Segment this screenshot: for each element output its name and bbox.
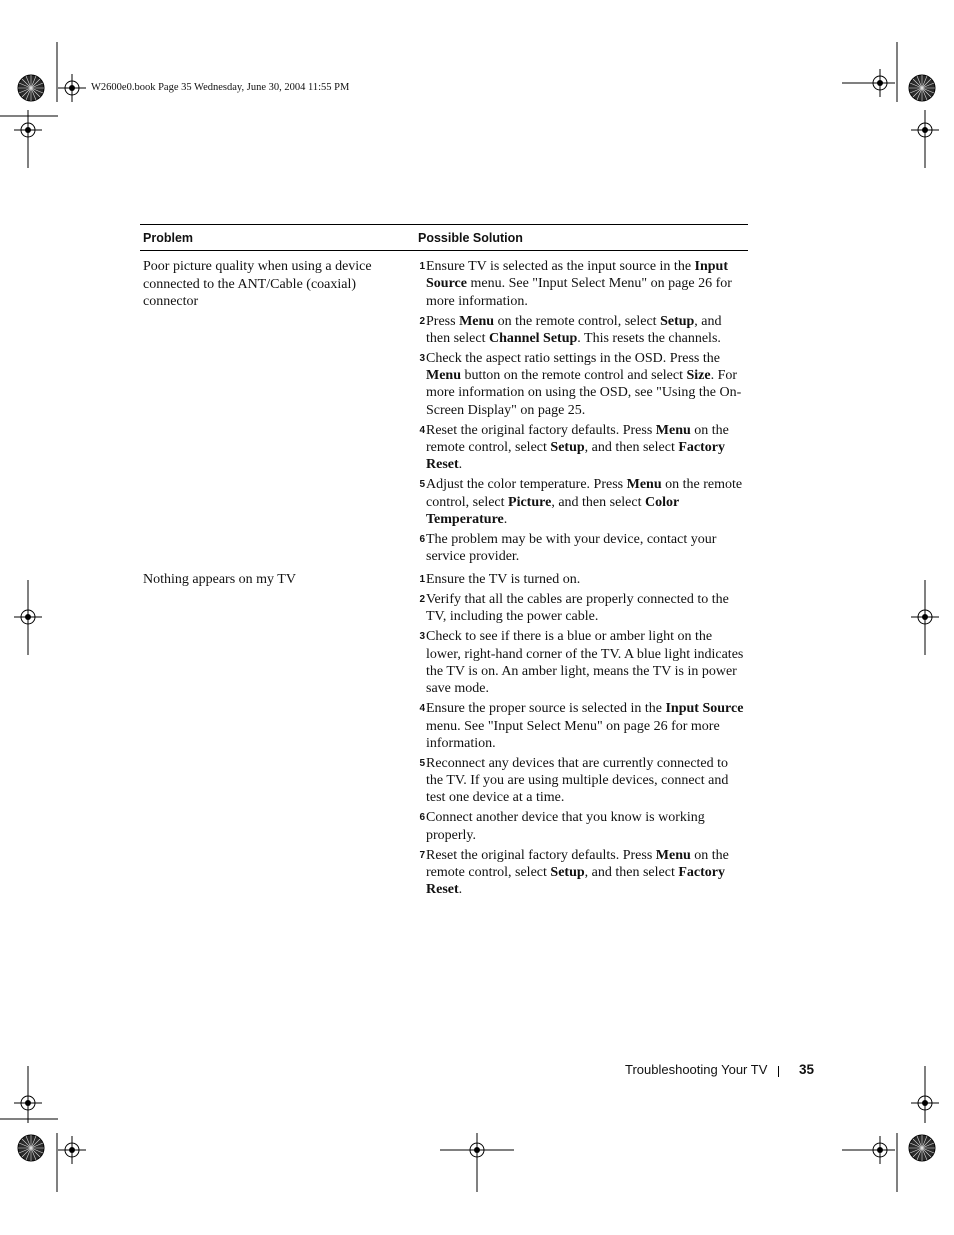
step-text-segment: Check the aspect ratio settings in the OSD. Press the [426,350,720,366]
step-number: 2 [419,594,425,606]
step-text-segment: , and then select [426,313,722,346]
page-number: 35 [799,1062,815,1077]
step-text-segment: , and then select [551,494,645,510]
solution-step [418,809,748,844]
solution-step [418,571,748,588]
step-text-segment: Press [426,313,460,329]
step-text [426,476,748,528]
footer-separator [778,1066,779,1077]
step-text [426,700,748,752]
step-text-segment: Connect another device that you know is working properly. [426,810,705,843]
step-text-segment: , and then select [584,440,679,456]
step-number: 4 [419,424,425,436]
ui-term: Menu [626,477,662,493]
step-number: 1 [419,574,425,586]
solution-step [418,531,748,566]
step-text-segment: menu. See "Input Select Menu" on page 26 for more information. [426,718,720,751]
step-number: 1 [419,261,425,272]
step-text [426,809,748,844]
ui-term: Channel Setup [488,330,578,346]
footer-section-title: Troubleshooting Your TV [625,1062,768,1077]
step-number: 7 [419,849,425,861]
ui-term: Picture [508,494,552,510]
step-number: 6 [419,533,425,545]
step-text-segment: on the remote control, select [426,847,729,881]
step-text [426,531,748,566]
step-text-segment: on the remote control, select [494,313,661,329]
header-solution: Possible Solution [418,230,523,245]
solution-step [418,591,748,626]
solution-step [418,847,748,899]
solution-step [418,755,748,807]
step-text-segment: Adjust the color temperature. Press [426,477,627,493]
step-text-segment: Reconnect any devices that are currently connected to the TV. If you are using multiple devices, connect and test one device at a time. [426,755,729,806]
solution-step [418,350,748,419]
step-text [426,350,748,419]
step-text-segment: Ensure the TV is turned on. [426,572,581,588]
step-number: 2 [419,315,425,327]
step-number: 3 [419,631,425,643]
step-text-segment: button on the remote control and select [461,368,687,384]
ui-term: Menu [426,368,461,384]
step-text [426,591,748,626]
ui-term: Color Temperature [426,494,679,527]
solution-steps [418,571,748,901]
ui-term: Factory Reset [426,865,725,898]
step-text-segment: Check to see if there is a blue or amber light on the lower, right-hand corner of the TV. A blue light indicates the TV is on. An amber light, means the TV is in power save mode. [426,629,744,697]
step-text-segment: Ensure the proper source is selected in the [426,701,666,717]
step-text-segment: on the remote control, select [426,422,729,456]
step-text-segment: . [458,882,463,898]
solution-step [418,422,748,474]
ui-term: Menu [655,422,691,438]
table-row [140,258,748,568]
print-metadata: W2600e0.book Page 35 Wednesday, June 30, 2004 11:55 PM [91,82,350,93]
header-problem: Problem [143,230,194,245]
step-text-segment: on the remote control, select [426,477,743,510]
ui-term: Menu [655,847,691,863]
solution-step [418,258,748,310]
ui-term: Input Source [426,259,728,292]
solution-step [418,628,748,697]
step-text [426,422,748,474]
solution-step [418,313,748,348]
step-number: 3 [419,352,425,364]
solution-step [418,700,748,752]
step-text-segment: Ensure TV is selected as the input source in the [426,259,695,274]
step-text-segment: The problem may be with your device, contact your service provider. [426,531,717,565]
step-number: 4 [419,703,425,715]
step-text [426,258,748,310]
step-text-segment: Reset the original factory defaults. Press [426,422,656,438]
ui-term: Setup [550,440,585,456]
step-text [426,755,748,807]
troubleshooting-table [140,224,748,901]
step-text [426,847,748,899]
ui-term: Factory Reset [426,440,725,473]
step-text-segment: Verify that all the cables are properly connected to the TV, including the power cable. [426,592,729,625]
ui-term: Input Source [665,701,744,717]
problem-cell: Nothing appears on my TV [143,572,296,588]
step-text [426,628,748,697]
ui-term: Menu [459,313,495,329]
step-number: 5 [419,757,425,769]
ui-term: Setup [660,313,695,329]
step-text-segment: . [503,511,508,527]
step-text [426,571,748,588]
step-number: 6 [419,812,425,824]
step-text [426,313,748,348]
step-text-segment: menu. See "Input Select Menu" on page 26 for more information. [426,276,732,309]
problem-cell: Poor picture quality when using a device connected to the ANT/Cable (coaxial) connector [143,259,372,309]
solution-step [418,476,748,528]
table-row [140,571,748,901]
step-text-segment: . This resets the channels. [577,330,721,346]
step-text-segment: . [458,457,463,473]
ui-term: Size [686,368,711,384]
ui-term: Setup [550,865,585,881]
table-header [140,225,748,251]
step-text-segment: . For more information on using the OSD, see "Using the On-Screen Display" on page 25. [426,368,742,418]
step-text-segment: , and then select [584,865,679,881]
step-text-segment: Reset the original factory defaults. Press [426,847,656,863]
solution-steps [418,258,748,568]
step-number: 5 [419,479,425,491]
